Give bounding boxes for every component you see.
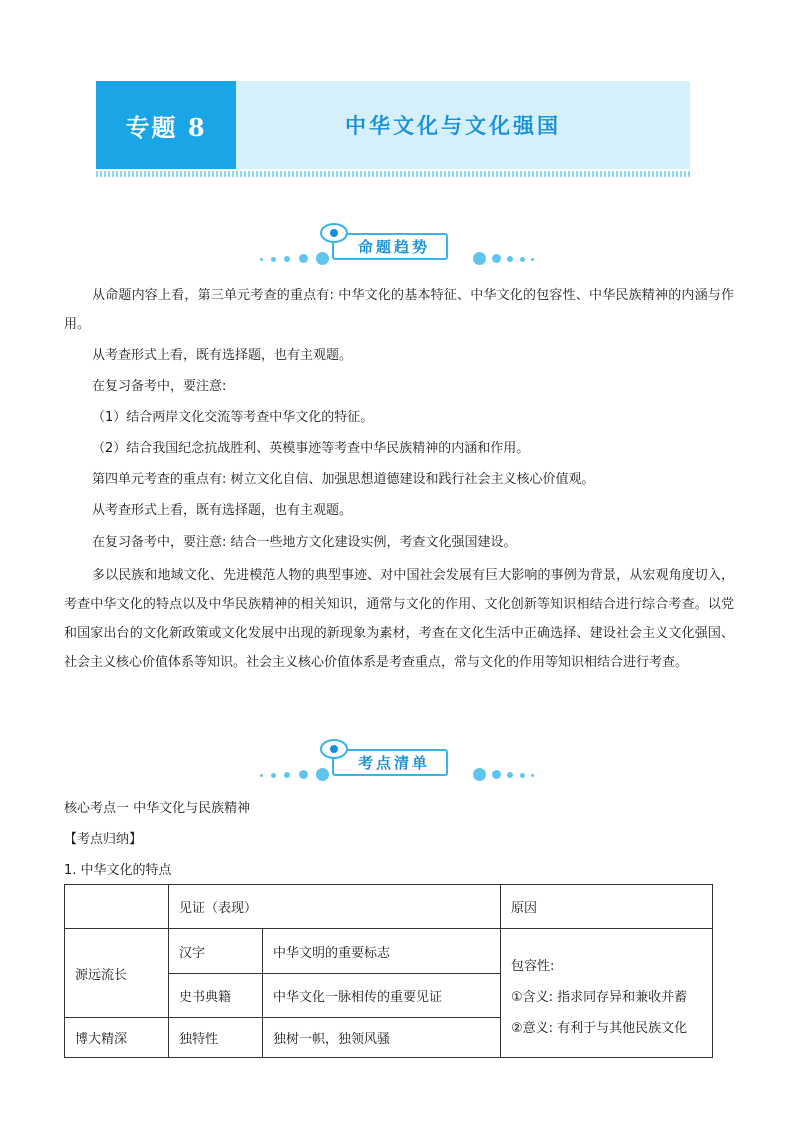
decor-dot	[507, 256, 513, 262]
reason-title: 包容性:	[511, 959, 555, 974]
section-label-trend: 命题趋势	[357, 238, 430, 256]
section-badge	[332, 749, 448, 776]
decor-dot	[473, 252, 486, 265]
decor-dot	[316, 768, 329, 781]
decor-dot	[260, 774, 263, 777]
cell-item: 汉字	[169, 929, 263, 974]
header-banner	[96, 81, 690, 169]
cell-item: 史书典籍	[169, 974, 263, 1018]
row-label-origin: 源远流长	[65, 929, 169, 1018]
header-title-box	[236, 81, 690, 169]
table-cell-empty	[65, 885, 169, 929]
eye-icon	[320, 223, 348, 243]
paragraph-summary: 多以民族和地域文化、先进模范人物的典型事迹、对中国社会发展有巨大影响的事例为背景，从宏观角度切入，考查中华文化的特点以及中华民族精神的相关知识，通常与文化的作用、文化创新等知识相结合进行综合考查。以党和国家出台的文化新政策或文化发展中出现的新现象为素材，考查在文化生活中正确选择、建设社会主义文化强国、社会主义核心价值体系等知识。社会主义核心价值体系是考查重点，常与文化的作用等知识相结合进行考查。	[64, 568, 734, 670]
row-label-depth: 博大精深	[65, 1018, 169, 1058]
item-heading: 1. 中华文化的特点	[64, 863, 172, 878]
table-row	[65, 929, 713, 974]
decor-dot	[299, 254, 308, 263]
paragraph-form: 从考查形式上看，既有选择题，也有主观题。	[92, 348, 353, 363]
paragraph-form-2: 从考查形式上看，既有选择题，也有主观题。	[92, 503, 353, 518]
paragraph-point-1: （1）结合两岸文化交流等考查中华文化的特征。	[92, 410, 374, 425]
cell-item: 独特性	[169, 1018, 263, 1058]
cell-desc: 中华文化一脉相传的重要见证	[263, 974, 501, 1018]
eye-icon	[320, 739, 348, 759]
decor-dot	[316, 252, 329, 265]
decor-dot	[271, 773, 276, 778]
decor-dot	[271, 257, 276, 262]
header-evidence: 见证（表现）	[169, 885, 501, 929]
features-table	[64, 884, 713, 1058]
decor-dot	[531, 258, 534, 261]
paragraph-point-2: （2）结合我国纪念抗战胜利、英模事迹等考查中华民族精神的内涵和作用。	[92, 441, 530, 456]
cell-desc: 独树一帜，独领风骚	[263, 1018, 501, 1058]
decor-dot	[284, 256, 290, 262]
cell-reason	[501, 929, 713, 1058]
page-title: 中华文化与文化强国	[345, 114, 561, 138]
decor-dot	[299, 770, 308, 779]
decor-dot	[520, 773, 525, 778]
decor-dot	[473, 768, 486, 781]
summary-label: 【考点归纳】	[64, 832, 143, 847]
section-header-trend	[254, 224, 540, 268]
decor-dot	[531, 774, 534, 777]
paragraph-content-focus: 从命题内容上看，第三单元考查的重点有: 中华文化的基本特征、中华文化的包容性、中华民族精神的内涵与作用。	[64, 288, 734, 332]
cell-desc: 中华文明的重要标志	[263, 929, 501, 974]
paragraph-review-note-2: 在复习备考中，要注意: 结合一些地方文化建设实例，考查文化强国建设。	[92, 535, 517, 550]
section-header-checklist	[254, 740, 540, 784]
decor-dot	[507, 772, 513, 778]
section-label-checklist: 考点清单	[357, 754, 430, 772]
decor-dot	[260, 258, 263, 261]
decor-dot	[492, 770, 501, 779]
decor-dot	[284, 772, 290, 778]
reason-line-2: ②意义: 有利于与其他民族文化	[511, 1021, 688, 1036]
reason-line-1: ①含义: 指求同存异和兼收并蓄	[511, 990, 688, 1005]
section-badge	[332, 233, 448, 260]
decor-dot	[492, 254, 501, 263]
paragraph-unit4-focus: 第四单元考查的重点有: 树立文化自信、加强思想道德建设和践行社会主义核心价值观。	[92, 472, 595, 487]
core-heading: 核心考点一 中华文化与民族精神	[64, 801, 251, 816]
decor-dot	[520, 257, 525, 262]
topic-label: 专题 8	[96, 81, 236, 169]
paragraph-review-note: 在复习备考中，要注意:	[92, 379, 227, 394]
header-divider	[96, 171, 690, 177]
header-reason: 原因	[501, 885, 713, 929]
table-row	[65, 885, 713, 929]
